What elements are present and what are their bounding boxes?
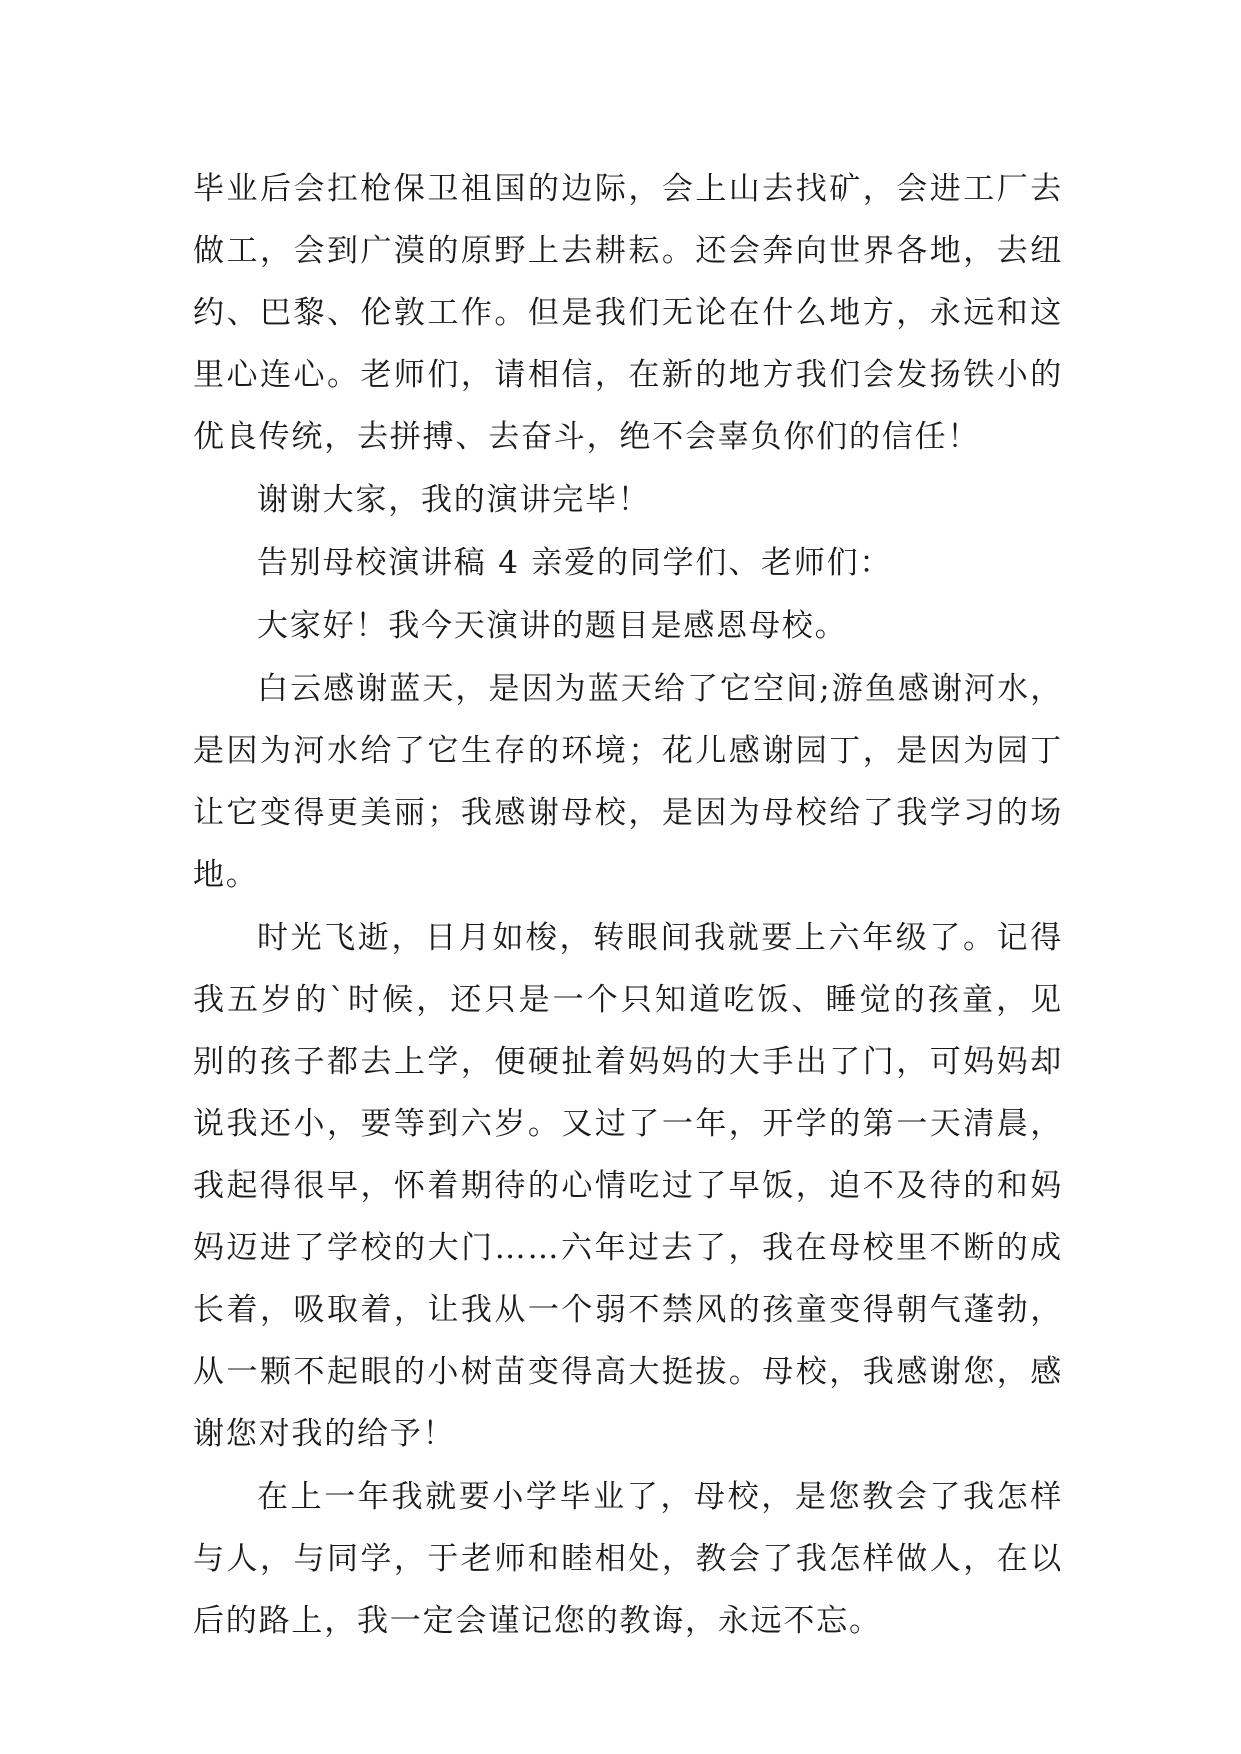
paragraph-4: 大家好！我今天演讲的题目是感恩母校。 <box>257 608 848 644</box>
document-body <box>193 158 1063 1653</box>
paragraph-1: 毕业后会扛枪保卫祖国的边际，会上山去找矿，会进工厂去做工，会到广漠的原野上去耕耘。还会奔向世界各地，去纽约、巴黎、伦敦工作。但是我们无论在什么地方，永远和这里心连心。老师们，请相信，在新的地方我们会发扬铁小的优良传统，去拼搏、去奋斗，绝不会辜负你们的信任！ <box>193 171 1063 455</box>
paragraph-2: 谢谢大家，我的演讲完毕！ <box>257 482 651 518</box>
paragraph-7: 在上一年我就要小学毕业了，母校，是您教会了我怎样与人，与同学，于老师和睦相处，教会了我怎样做人，在以后的路上，我一定会谨记您的教诲，永远不忘。 <box>193 1479 1063 1639</box>
paragraph-5: 白云感谢蓝天，是因为蓝天给了它空间;游鱼感谢河水，是因为河水给了它生存的环境；花儿感谢园丁，是因为园丁让它变得更美丽；我感谢母校，是因为母校给了我学习的场地。 <box>193 671 1063 893</box>
paragraph-3: 告别母校演讲稿 4 亲爱的同学们、老师们： <box>257 545 893 581</box>
paragraph-6: 时光飞逝，日月如梭，转眼间我就要上六年级了。记得我五岁的`时候，还只是一个只知道吃饭、睡觉的孩童，见别的孩子都去上学，便硬扯着妈妈的大手出了门，可妈妈却说我还小，要等到六岁。又过了一年，开学的第一天清晨，我起得很早，怀着期待的心情吃过了早饭，迫不及待的和妈妈迈进了学校的大门……六年过去了，我在母校里不断的成长着，吸取着，让我从一个弱不禁风的孩童变得朝气蓬勃，从一颗不起眼的小树苗变得高大挺拔。母校，我感谢您，感谢您对我的给予！ <box>193 920 1063 1452</box>
